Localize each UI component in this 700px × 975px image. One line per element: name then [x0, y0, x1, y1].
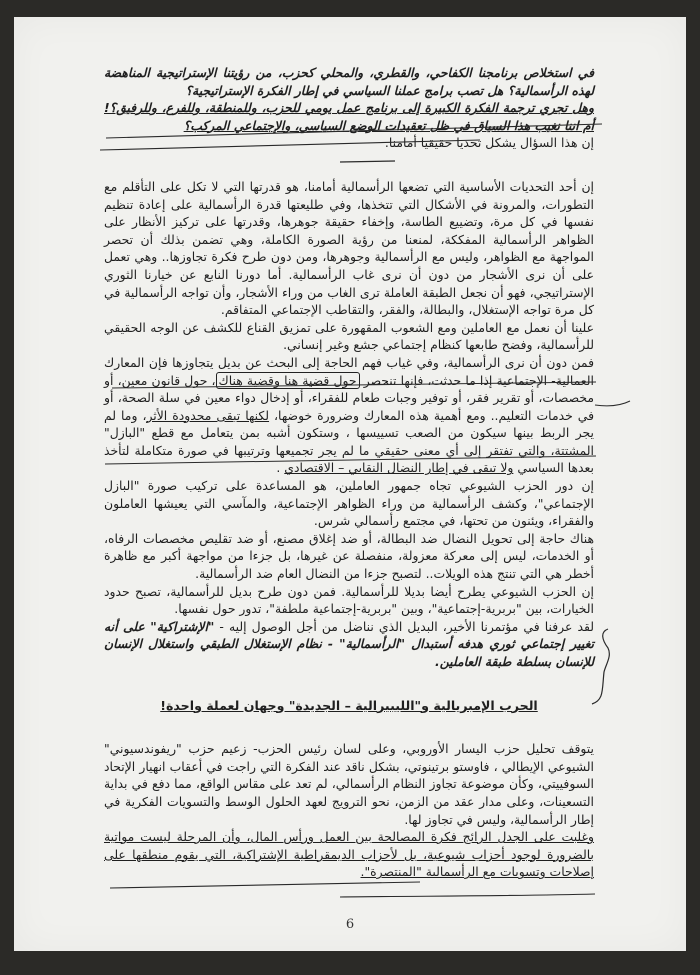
paragraph-party-role: إن دور الحزب الشيوعي تجاه جمهور العاملين، هو المساعدة على تركيب صورة "البازل الإجتماعي"، وكشف الرأسمالية من وراء الظواهر الإجتماعية، والمآسي التي يعيشها العاملون والفقراء، ويئنون من تحتها، في مجتمع رأسمالي شرس. [104, 478, 594, 529]
underlined-phrase: ولا تبقى في إطار النضال النقابي – الاقتصادي [284, 460, 514, 476]
text-run: لقد عرفنا في مؤتمرنا الأخير، البديل الذي نناضل من أجل الوصول إليه - [214, 618, 594, 634]
paragraph-capitalism-challenges: إن أحد التحديات الأساسية التي تضعها الرأسمالية أمامنا، هو قدرتها التي لا تكل على التأقلم مع التطورات، والمرونة في الأشكال التي تتخذها، وفي طليعتها قدرة الرأسمالية على إعادة تنظيم نفسها في كل مرة، وتضييع الطاسة، وإخفاء حقيقة جوهرها، وقدرتها على تركيز الأنظار على الظواهر الرأسمالية المفككة، لمنعنا من رؤية الصورة الكاملة، وهي تضمن بذلك أن تحصر المواجهة مع الظواهر، وليس مع الرأسمالية وجوهرها، ومن دون طرح فكرة تجاوزها.. وهي تعمل على أن نرى الأشجار من دون أن نرى غاب الرأسمالية. أما دورنا النابع عن خيارنا الثوري الإستراتيجي، فهو أن نجعل الطبقة العاملة ترى الغاب من وراء الأشجار، وأن تواجه الرأسمالية في كل مرة تواجه الإستغلال، والبطالة، والفقر، والتقاطب الإجتماعي المتفاقم. [104, 178, 594, 318]
text-run: . [276, 460, 285, 476]
spacer [104, 714, 594, 740]
text-run: ، حول قانون معين، أو مخصصات، أو تقرير فقر، أو توفير وجبات طعام للفقراء، أو إدخال دواء معين في سلة الصحة، أو في خدمات التعليم.. ومع أهمية هذه المعارك وضرورة خوضها، [104, 372, 595, 423]
bold-italic-question-2-underlined: وهل تجري ترجمة الفكرة الكبيرة إلى برنامج عمل يومي للحزب، وللمنطقة، وللفرع، وللرفيق؟! أم اننا نغيب هذا السياق في ظل تعقيدات الوضع السياسي، والإجتماعي المركب؟ [104, 100, 594, 133]
page-body [104, 64, 594, 881]
boxed-annotation: حول قضية هنا وقضية هناك [216, 372, 360, 389]
paragraph-alternative: إن الحزب الشيوعي يطرح أيضا بديلا للرأسمالية. فمن دون طرح بديل للرأسمالية، تصبح حدود الخيارات، بين "بربرية-إجتماعية"، وبين "بربرية-إجتماعية ملطفة"، تدور حول نفسها. [104, 583, 594, 617]
paragraph-socialism-definition [104, 618, 594, 671]
text-run: ، وما لم يجر الربط بينها سيكون من الصعب تسييسها ، وستكون أشبه بمن يتعامل مع قطع "البازل" المشتتة، والتي تفتقر إلى أي معنى حقيقي ما لم يجر تجميعها وترتيبها في صورة متكاملة لتأخذ بعدها السياسي [104, 407, 594, 476]
paragraph-unmask: علينا أن نعمل مع العاملين ومع الشعوب المقهورة على تمزيق القناع للكشف عن الوجه الحقيقي للرأسمالية، وفضح طابعها كنظام إجتماعي جشع وغير إنساني. [104, 319, 594, 353]
bold-italic-definition: "الإشتراكية" على أنه تغيير إجتماعي ثوري هدفه أستبدال "الرأسمالية" - نظام الإستغلال الطبقي واستغلال الإنسان للإنسان بسلطة طبقة العاملين. [104, 618, 594, 669]
text-run: فمن دون أن نرى الرأسمالية، وفي غياب فهم الحاجة إلى البحث عن بديل يتجاوزها فإن المعارك العمالية- الإجتماعية إذا ما حدثت، فإنها تنحصر [104, 354, 594, 388]
paragraph-struggles [104, 354, 594, 477]
paragraph-reconciliation-underlined: وغلبت على الجدل الرائج فكرة المصالحة بين العمل ورأس المال، وأن المرحلة ليست مواتية بالضرورة لوجود أحزاب شيوعية، بل لأحزاب الديمقراطية الإشتراكية، التي يقوم منطقها على إصلاحات وتسويات مع الرأسمالية "المنتصرة". [104, 829, 594, 880]
spacer [104, 671, 594, 697]
spacer [104, 152, 594, 178]
challenge-statement: إن هذا السؤال يشكل تحديا حقيقيا أمامنا. [384, 135, 594, 151]
bold-italic-question-1: في استخلاص برنامجنا الكفاحي، والقطري، والمحلي كحزب، من رؤيتنا الإستراتيجية المناهضة لهذه الرأسمالية؟ هل تصب برامج عملنا السياسي في إطار الفكرة الإستراتيجية؟ [104, 65, 594, 98]
underlined-phrase: لكنها تبقى محدودة الأثر [146, 407, 270, 423]
paragraph-transform-struggle: هناك حاجة إلى تحويل النضال ضد البطالة، أو ضد إغلاق مصنع، أو ضد تقليص مخصصات الرفاه، أو الخدمات، ليس إلى معركة معزولة، منفصلة عن غيرها، بل جزءا من مواجهة أكبر مع ظاهرة أخطر هي التي تنتج هذه الويلات.. لتصبح جزءا من النضال العام ضد الرأسمالية. [104, 530, 594, 582]
section-heading: الحرب الإمبريالية و"الليبيرالية – الجديدة" وجهان لعملة واحدة! [160, 697, 538, 713]
page-number: 6 [345, 917, 355, 932]
paragraph-european-left: يتوقف تحليل حزب اليسار الأوروبي، وعلى لسان رئيس الحزب- زعيم حزب "ريفوندسيوني" الشيوعي الإيطالي ، فاوستو برتينوتي، بشكل ناقد عند الفكرة التي راجت في أعقاب انهيار الإتحاد السوفييتي، وكأن موضوعة تجاوز النظام الرأسمالي، لم تعد على مقاس الواقع، مما دفع في بداية التسعينات، وعلى مدار عقد من الزمن، نحو الترويج لعهد الحلول الوسط والتسويات الفكرية في إطار الرأسمالية، وليس في تجاوز لها. [104, 741, 594, 827]
